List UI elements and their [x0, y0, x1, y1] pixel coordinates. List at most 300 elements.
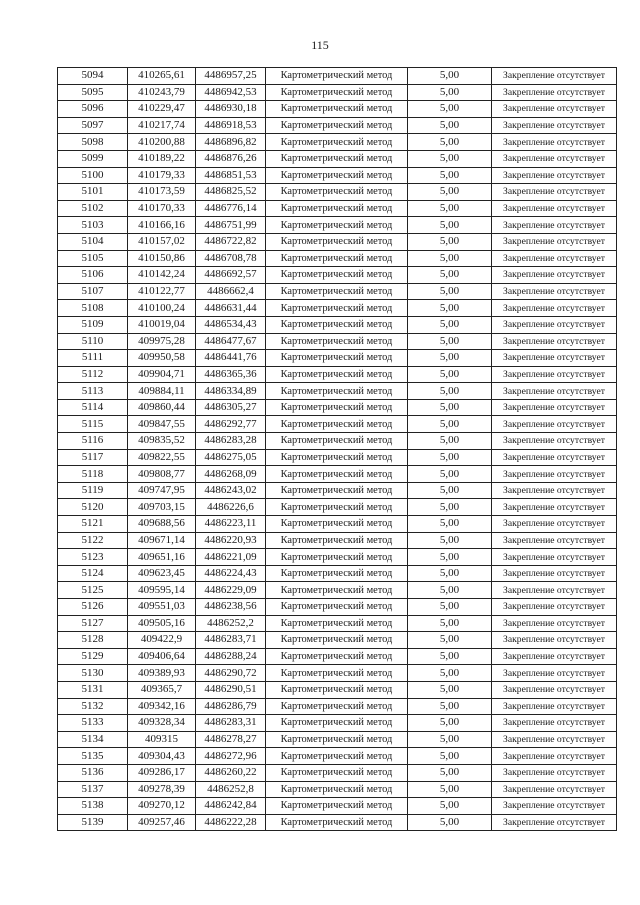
table-row: [58, 748, 617, 765]
accuracy-cell: 5,00: [408, 781, 492, 798]
y-coordinate-cell: 4486242,84: [196, 798, 266, 815]
method-cell: Картометрический метод: [266, 383, 408, 400]
fixation-note-cell: Закрепление отсутствует: [492, 632, 617, 649]
x-coordinate-cell: 409270,12: [128, 798, 196, 815]
accuracy-cell: 5,00: [408, 117, 492, 134]
fixation-note-cell: Закрепление отсутствует: [492, 565, 617, 582]
accuracy-cell: 5,00: [408, 167, 492, 184]
fixation-note-cell: Закрепление отсутствует: [492, 416, 617, 433]
y-coordinate-cell: 4486851,53: [196, 167, 266, 184]
method-cell: Картометрический метод: [266, 68, 408, 85]
table-row: [58, 383, 617, 400]
point-number-cell: 5129: [58, 648, 128, 665]
x-coordinate-cell: 409688,56: [128, 516, 196, 533]
y-coordinate-cell: 4486283,71: [196, 632, 266, 649]
point-number-cell: 5133: [58, 715, 128, 732]
fixation-note-cell: Закрепление отсутствует: [492, 648, 617, 665]
fixation-note-cell: Закрепление отсутствует: [492, 68, 617, 85]
x-coordinate-cell: 410265,61: [128, 68, 196, 85]
x-coordinate-cell: 410200,88: [128, 134, 196, 151]
accuracy-cell: 5,00: [408, 150, 492, 167]
fixation-note-cell: Закрепление отсутствует: [492, 599, 617, 616]
y-coordinate-cell: 4486286,79: [196, 698, 266, 715]
method-cell: Картометрический метод: [266, 648, 408, 665]
method-cell: Картометрический метод: [266, 482, 408, 499]
point-number-cell: 5098: [58, 134, 128, 151]
y-coordinate-cell: 4486942,53: [196, 84, 266, 101]
fixation-note-cell: Закрепление отсутствует: [492, 316, 617, 333]
x-coordinate-cell: 409286,17: [128, 764, 196, 781]
method-cell: Картометрический метод: [266, 200, 408, 217]
accuracy-cell: 5,00: [408, 134, 492, 151]
point-number-cell: 5115: [58, 416, 128, 433]
accuracy-cell: 5,00: [408, 449, 492, 466]
x-coordinate-cell: 410166,16: [128, 217, 196, 234]
table-row: [58, 134, 617, 151]
page-number: 115: [311, 38, 329, 52]
fixation-note-cell: Закрепление отсутствует: [492, 267, 617, 284]
table-row: [58, 698, 617, 715]
fixation-note-cell: Закрепление отсутствует: [492, 283, 617, 300]
y-coordinate-cell: 4486534,43: [196, 316, 266, 333]
x-coordinate-cell: 410019,04: [128, 316, 196, 333]
fixation-note-cell: Закрепление отсутствует: [492, 300, 617, 317]
y-coordinate-cell: 4486477,67: [196, 333, 266, 350]
table-row: [58, 283, 617, 300]
table-row: [58, 200, 617, 217]
table-row: [58, 516, 617, 533]
method-cell: Картометрический метод: [266, 748, 408, 765]
fixation-note-cell: Закрепление отсутствует: [492, 449, 617, 466]
method-cell: Картометрический метод: [266, 399, 408, 416]
fixation-note-cell: Закрепление отсутствует: [492, 582, 617, 599]
x-coordinate-cell: 409651,16: [128, 549, 196, 566]
y-coordinate-cell: 4486290,51: [196, 681, 266, 698]
point-number-cell: 5106: [58, 267, 128, 284]
method-cell: Картометрический метод: [266, 134, 408, 151]
point-number-cell: 5126: [58, 599, 128, 616]
method-cell: Картометрический метод: [266, 814, 408, 831]
point-number-cell: 5124: [58, 565, 128, 582]
method-cell: Картометрический метод: [266, 731, 408, 748]
table-row: [58, 250, 617, 267]
y-coordinate-cell: 4486708,78: [196, 250, 266, 267]
y-coordinate-cell: 4486229,09: [196, 582, 266, 599]
table-row: [58, 167, 617, 184]
x-coordinate-cell: 410170,33: [128, 200, 196, 217]
point-number-cell: 5095: [58, 84, 128, 101]
x-coordinate-cell: 409808,77: [128, 466, 196, 483]
point-number-cell: 5117: [58, 449, 128, 466]
x-coordinate-cell: 409671,14: [128, 532, 196, 549]
fixation-note-cell: Закрепление отсутствует: [492, 781, 617, 798]
accuracy-cell: 5,00: [408, 482, 492, 499]
x-coordinate-cell: 409884,11: [128, 383, 196, 400]
x-coordinate-cell: 409328,34: [128, 715, 196, 732]
table-row: [58, 549, 617, 566]
point-number-cell: 5121: [58, 516, 128, 533]
point-number-cell: 5116: [58, 433, 128, 450]
y-coordinate-cell: 4486930,18: [196, 101, 266, 118]
y-coordinate-cell: 4486272,96: [196, 748, 266, 765]
point-number-cell: 5107: [58, 283, 128, 300]
table-row: [58, 366, 617, 383]
point-number-cell: 5102: [58, 200, 128, 217]
table-row: [58, 681, 617, 698]
x-coordinate-cell: 409822,55: [128, 449, 196, 466]
table-row: [58, 615, 617, 632]
point-number-cell: 5097: [58, 117, 128, 134]
fixation-note-cell: Закрепление отсутствует: [492, 233, 617, 250]
fixation-note-cell: Закрепление отсутствует: [492, 200, 617, 217]
method-cell: Картометрический метод: [266, 499, 408, 516]
y-coordinate-cell: 4486220,93: [196, 532, 266, 549]
x-coordinate-cell: 410189,22: [128, 150, 196, 167]
accuracy-cell: 5,00: [408, 615, 492, 632]
accuracy-cell: 5,00: [408, 184, 492, 201]
fixation-note-cell: Закрепление отсутствует: [492, 167, 617, 184]
table-row: [58, 333, 617, 350]
method-cell: Картометрический метод: [266, 764, 408, 781]
y-coordinate-cell: 4486441,76: [196, 350, 266, 367]
x-coordinate-cell: 409551,03: [128, 599, 196, 616]
fixation-note-cell: Закрепление отсутствует: [492, 731, 617, 748]
accuracy-cell: 5,00: [408, 715, 492, 732]
table-row: [58, 84, 617, 101]
y-coordinate-cell: 4486692,57: [196, 267, 266, 284]
point-number-cell: 5123: [58, 549, 128, 566]
table-row: [58, 316, 617, 333]
table-row: [58, 117, 617, 134]
x-coordinate-cell: 410243,79: [128, 84, 196, 101]
method-cell: Картометрический метод: [266, 549, 408, 566]
accuracy-cell: 5,00: [408, 333, 492, 350]
method-cell: Картометрический метод: [266, 316, 408, 333]
accuracy-cell: 5,00: [408, 516, 492, 533]
method-cell: Картометрический метод: [266, 449, 408, 466]
table-row: [58, 582, 617, 599]
accuracy-cell: 5,00: [408, 549, 492, 566]
y-coordinate-cell: 4486305,27: [196, 399, 266, 416]
fixation-note-cell: Закрепление отсутствует: [492, 134, 617, 151]
fixation-note-cell: Закрепление отсутствует: [492, 333, 617, 350]
point-number-cell: 5132: [58, 698, 128, 715]
fixation-note-cell: Закрепление отсутствует: [492, 764, 617, 781]
point-number-cell: 5136: [58, 764, 128, 781]
point-number-cell: 5119: [58, 482, 128, 499]
x-coordinate-cell: 409342,16: [128, 698, 196, 715]
accuracy-cell: 5,00: [408, 101, 492, 118]
fixation-note-cell: Закрепление отсутствует: [492, 698, 617, 715]
fixation-note-cell: Закрепление отсутствует: [492, 532, 617, 549]
fixation-note-cell: Закрепление отсутствует: [492, 466, 617, 483]
accuracy-cell: 5,00: [408, 499, 492, 516]
table-row: [58, 599, 617, 616]
table-row: [58, 300, 617, 317]
method-cell: Картометрический метод: [266, 715, 408, 732]
method-cell: Картометрический метод: [266, 665, 408, 682]
fixation-note-cell: Закрепление отсутствует: [492, 101, 617, 118]
method-cell: Картометрический метод: [266, 250, 408, 267]
method-cell: Картометрический метод: [266, 433, 408, 450]
y-coordinate-cell: 4486876,26: [196, 150, 266, 167]
y-coordinate-cell: 4486662,4: [196, 283, 266, 300]
x-coordinate-cell: 410150,86: [128, 250, 196, 267]
x-coordinate-cell: 409365,7: [128, 681, 196, 698]
y-coordinate-cell: 4486260,22: [196, 764, 266, 781]
method-cell: Картометрический метод: [266, 366, 408, 383]
table-row: [58, 665, 617, 682]
x-coordinate-cell: 409904,71: [128, 366, 196, 383]
table-row: [58, 499, 617, 516]
method-cell: Картометрический метод: [266, 300, 408, 317]
method-cell: Картометрический метод: [266, 698, 408, 715]
x-coordinate-cell: 409623,45: [128, 565, 196, 582]
accuracy-cell: 5,00: [408, 433, 492, 450]
point-number-cell: 5100: [58, 167, 128, 184]
method-cell: Картометрический метод: [266, 117, 408, 134]
method-cell: Картометрический метод: [266, 681, 408, 698]
point-number-cell: 5113: [58, 383, 128, 400]
x-coordinate-cell: 409257,46: [128, 814, 196, 831]
point-number-cell: 5134: [58, 731, 128, 748]
accuracy-cell: 5,00: [408, 283, 492, 300]
method-cell: Картометрический метод: [266, 615, 408, 632]
fixation-note-cell: Закрепление отсутствует: [492, 748, 617, 765]
accuracy-cell: 5,00: [408, 250, 492, 267]
table-row: [58, 731, 617, 748]
point-number-cell: 5096: [58, 101, 128, 118]
y-coordinate-cell: 4486226,6: [196, 499, 266, 516]
x-coordinate-cell: 409860,44: [128, 399, 196, 416]
point-number-cell: 5103: [58, 217, 128, 234]
method-cell: Картометрический метод: [266, 101, 408, 118]
x-coordinate-cell: 410157,02: [128, 233, 196, 250]
x-coordinate-cell: 409389,93: [128, 665, 196, 682]
fixation-note-cell: Закрепление отсутствует: [492, 482, 617, 499]
y-coordinate-cell: 4486238,56: [196, 599, 266, 616]
point-number-cell: 5110: [58, 333, 128, 350]
y-coordinate-cell: 4486365,36: [196, 366, 266, 383]
y-coordinate-cell: 4486896,82: [196, 134, 266, 151]
point-number-cell: 5135: [58, 748, 128, 765]
method-cell: Картометрический метод: [266, 84, 408, 101]
accuracy-cell: 5,00: [408, 217, 492, 234]
point-number-cell: 5127: [58, 615, 128, 632]
accuracy-cell: 5,00: [408, 731, 492, 748]
method-cell: Картометрический метод: [266, 565, 408, 582]
y-coordinate-cell: 4486776,14: [196, 200, 266, 217]
accuracy-cell: 5,00: [408, 532, 492, 549]
point-number-cell: 5104: [58, 233, 128, 250]
y-coordinate-cell: 4486288,24: [196, 648, 266, 665]
method-cell: Картометрический метод: [266, 516, 408, 533]
accuracy-cell: 5,00: [408, 648, 492, 665]
x-coordinate-cell: 409406,64: [128, 648, 196, 665]
accuracy-cell: 5,00: [408, 698, 492, 715]
table-row: [58, 267, 617, 284]
accuracy-cell: 5,00: [408, 366, 492, 383]
fixation-note-cell: Закрепление отсутствует: [492, 217, 617, 234]
point-number-cell: 5101: [58, 184, 128, 201]
table-row: [58, 715, 617, 732]
point-number-cell: 5114: [58, 399, 128, 416]
accuracy-cell: 5,00: [408, 350, 492, 367]
y-coordinate-cell: 4486275,05: [196, 449, 266, 466]
y-coordinate-cell: 4486957,25: [196, 68, 266, 85]
accuracy-cell: 5,00: [408, 565, 492, 582]
table-row: [58, 433, 617, 450]
y-coordinate-cell: 4486290,72: [196, 665, 266, 682]
y-coordinate-cell: 4486825,52: [196, 184, 266, 201]
x-coordinate-cell: 410142,24: [128, 267, 196, 284]
y-coordinate-cell: 4486268,09: [196, 466, 266, 483]
x-coordinate-cell: 409975,28: [128, 333, 196, 350]
x-coordinate-cell: 410229,47: [128, 101, 196, 118]
x-coordinate-cell: 409950,58: [128, 350, 196, 367]
accuracy-cell: 5,00: [408, 399, 492, 416]
fixation-note-cell: Закрепление отсутствует: [492, 681, 617, 698]
table-row: [58, 764, 617, 781]
accuracy-cell: 5,00: [408, 632, 492, 649]
method-cell: Картометрический метод: [266, 283, 408, 300]
method-cell: Картометрический метод: [266, 532, 408, 549]
method-cell: Картометрический метод: [266, 582, 408, 599]
x-coordinate-cell: 410179,33: [128, 167, 196, 184]
accuracy-cell: 5,00: [408, 681, 492, 698]
fixation-note-cell: Закрепление отсутствует: [492, 184, 617, 201]
table-row: [58, 449, 617, 466]
accuracy-cell: 5,00: [408, 68, 492, 85]
point-number-cell: 5125: [58, 582, 128, 599]
accuracy-cell: 5,00: [408, 233, 492, 250]
accuracy-cell: 5,00: [408, 665, 492, 682]
fixation-note-cell: Закрепление отсутствует: [492, 250, 617, 267]
method-cell: Картометрический метод: [266, 217, 408, 234]
accuracy-cell: 5,00: [408, 748, 492, 765]
coordinates-table-body: [58, 68, 617, 831]
method-cell: Картометрический метод: [266, 781, 408, 798]
point-number-cell: 5109: [58, 316, 128, 333]
method-cell: Картометрический метод: [266, 798, 408, 815]
point-number-cell: 5137: [58, 781, 128, 798]
method-cell: Картометрический метод: [266, 233, 408, 250]
accuracy-cell: 5,00: [408, 200, 492, 217]
table-row: [58, 565, 617, 582]
x-coordinate-cell: 410173,59: [128, 184, 196, 201]
accuracy-cell: 5,00: [408, 267, 492, 284]
method-cell: Картометрический метод: [266, 632, 408, 649]
table-row: [58, 399, 617, 416]
x-coordinate-cell: 409278,39: [128, 781, 196, 798]
accuracy-cell: 5,00: [408, 84, 492, 101]
table-row: [58, 101, 617, 118]
fixation-note-cell: Закрепление отсутствует: [492, 798, 617, 815]
point-number-cell: 5108: [58, 300, 128, 317]
fixation-note-cell: Закрепление отсутствует: [492, 150, 617, 167]
point-number-cell: 5122: [58, 532, 128, 549]
method-cell: Картометрический метод: [266, 350, 408, 367]
fixation-note-cell: Закрепление отсутствует: [492, 383, 617, 400]
x-coordinate-cell: 409315: [128, 731, 196, 748]
table-row: [58, 150, 617, 167]
y-coordinate-cell: 4486631,44: [196, 300, 266, 317]
fixation-note-cell: Закрепление отсутствует: [492, 350, 617, 367]
accuracy-cell: 5,00: [408, 316, 492, 333]
y-coordinate-cell: 4486222,28: [196, 814, 266, 831]
y-coordinate-cell: 4486223,11: [196, 516, 266, 533]
x-coordinate-cell: 409505,16: [128, 615, 196, 632]
method-cell: Картометрический метод: [266, 333, 408, 350]
point-number-cell: 5105: [58, 250, 128, 267]
fixation-note-cell: Закрепление отсутствует: [492, 814, 617, 831]
method-cell: Картометрический метод: [266, 416, 408, 433]
table-row: [58, 416, 617, 433]
table-row: [58, 648, 617, 665]
x-coordinate-cell: 410217,74: [128, 117, 196, 134]
table-row: [58, 466, 617, 483]
fixation-note-cell: Закрепление отсутствует: [492, 84, 617, 101]
accuracy-cell: 5,00: [408, 764, 492, 781]
y-coordinate-cell: 4486722,82: [196, 233, 266, 250]
accuracy-cell: 5,00: [408, 466, 492, 483]
method-cell: Картометрический метод: [266, 466, 408, 483]
point-number-cell: 5118: [58, 466, 128, 483]
point-number-cell: 5094: [58, 68, 128, 85]
accuracy-cell: 5,00: [408, 599, 492, 616]
table-row: [58, 482, 617, 499]
fixation-note-cell: Закрепление отсутствует: [492, 615, 617, 632]
x-coordinate-cell: 410122,77: [128, 283, 196, 300]
accuracy-cell: 5,00: [408, 416, 492, 433]
fixation-note-cell: Закрепление отсутствует: [492, 117, 617, 134]
x-coordinate-cell: 409747,95: [128, 482, 196, 499]
table-row: [58, 184, 617, 201]
y-coordinate-cell: 4486334,89: [196, 383, 266, 400]
accuracy-cell: 5,00: [408, 383, 492, 400]
y-coordinate-cell: 4486278,27: [196, 731, 266, 748]
table-row: [58, 233, 617, 250]
point-number-cell: 5131: [58, 681, 128, 698]
accuracy-cell: 5,00: [408, 798, 492, 815]
fixation-note-cell: Закрепление отсутствует: [492, 433, 617, 450]
point-number-cell: 5138: [58, 798, 128, 815]
y-coordinate-cell: 4486221,09: [196, 549, 266, 566]
y-coordinate-cell: 4486243,02: [196, 482, 266, 499]
point-number-cell: 5120: [58, 499, 128, 516]
table-row: [58, 532, 617, 549]
table-row: [58, 217, 617, 234]
point-number-cell: 5111: [58, 350, 128, 367]
fixation-note-cell: Закрепление отсутствует: [492, 549, 617, 566]
method-cell: Картометрический метод: [266, 267, 408, 284]
method-cell: Картометрический метод: [266, 150, 408, 167]
fixation-note-cell: Закрепление отсутствует: [492, 665, 617, 682]
y-coordinate-cell: 4486224,43: [196, 565, 266, 582]
y-coordinate-cell: 4486252,2: [196, 615, 266, 632]
point-number-cell: 5099: [58, 150, 128, 167]
y-coordinate-cell: 4486292,77: [196, 416, 266, 433]
table-row: [58, 350, 617, 367]
fixation-note-cell: Закрепление отсутствует: [492, 715, 617, 732]
method-cell: Картометрический метод: [266, 599, 408, 616]
table-row: [58, 68, 617, 85]
y-coordinate-cell: 4486283,28: [196, 433, 266, 450]
fixation-note-cell: Закрепление отсутствует: [492, 366, 617, 383]
y-coordinate-cell: 4486751,99: [196, 217, 266, 234]
point-number-cell: 5130: [58, 665, 128, 682]
point-number-cell: 5139: [58, 814, 128, 831]
